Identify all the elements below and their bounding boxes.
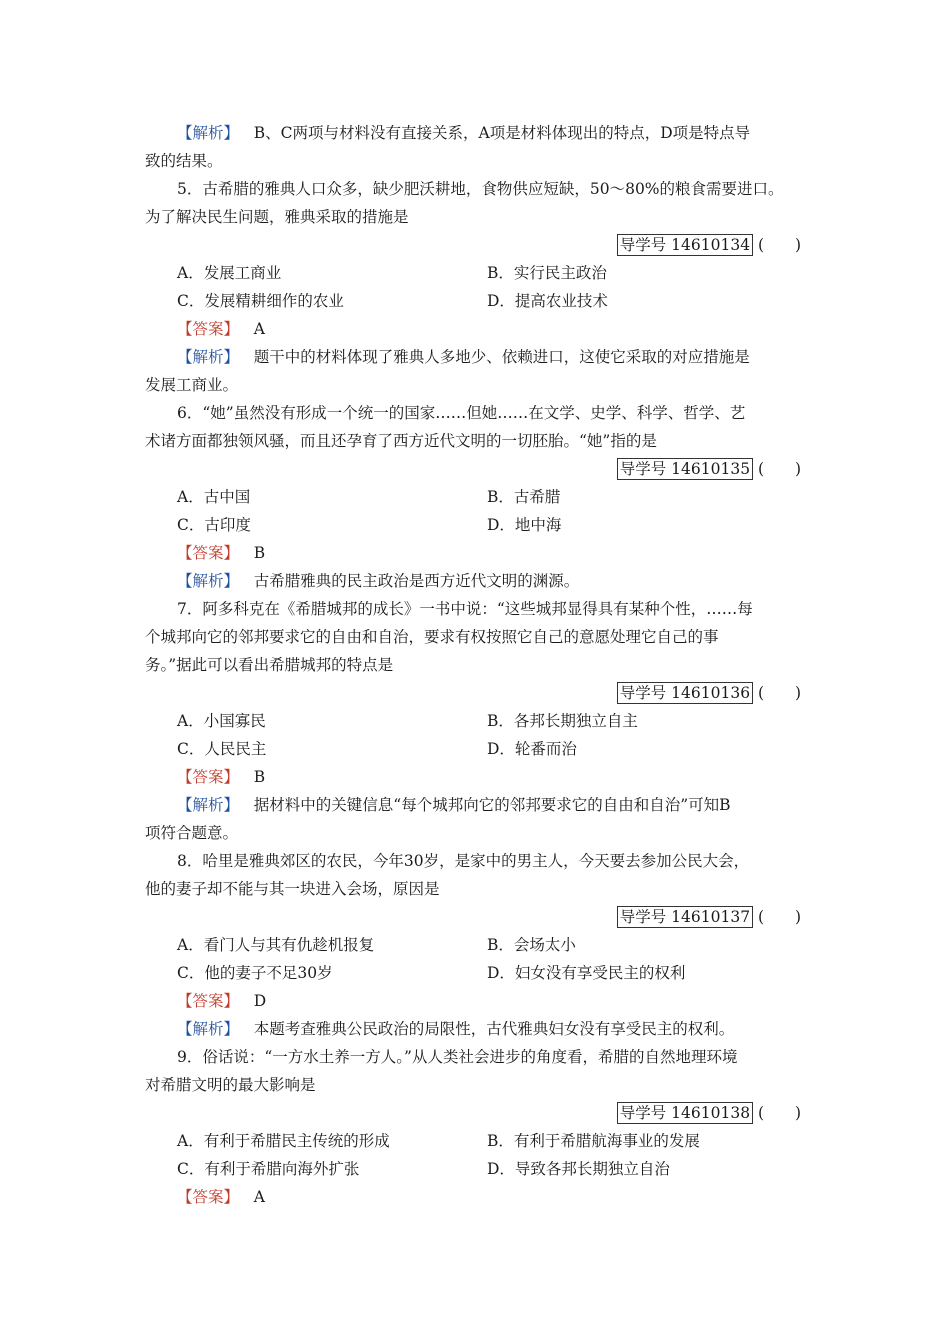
guide-number-box: 导学号 14610137 [617, 906, 753, 928]
option-a: A．小国寡民 [177, 712, 266, 730]
options-row [145, 259, 810, 287]
question-5 [145, 175, 810, 399]
options-row [145, 287, 810, 315]
option-a: A．古中国 [177, 488, 251, 506]
analysis-tag: 【解析】 [177, 1020, 240, 1038]
options-row [145, 483, 810, 511]
analysis-tag: 【解析】 [177, 572, 240, 590]
answer-value: B [253, 544, 266, 562]
question-6 [145, 399, 810, 595]
analysis-line: 项符合题意。 [145, 824, 239, 842]
options-row [145, 707, 810, 735]
question-text: 6．“她”虽然没有形成一个统一的国家……但她……在文学、史学、科学、哲学、艺 [177, 404, 746, 422]
analysis-line [145, 119, 810, 147]
option-c: C．发展精耕细作的农业 [177, 292, 344, 310]
analysis-text: 本题考查雅典公民政治的局限性，古代雅典妇女没有享受民主的权利。 [253, 1020, 735, 1038]
option-b: B．各邦长期独立自主 [487, 712, 638, 730]
analysis-tag: 【解析】 [177, 348, 240, 366]
option-a: A．看门人与其有仇趁机报复 [177, 936, 375, 954]
answer-value: D [253, 992, 267, 1010]
option-a: A．发展工商业 [177, 264, 282, 282]
analysis-line: 发展工商业。 [145, 376, 239, 394]
options-row [145, 931, 810, 959]
question-text: 为了解决民生问题，雅典采取的措施是 [145, 208, 409, 226]
analysis-tag: 【解析】 [177, 124, 240, 142]
options-row [145, 1155, 810, 1183]
analysis-text: 据材料中的关键信息“每个城邦向它的邻邦要求它的自由和自治”可知B [253, 796, 731, 814]
answer-line [145, 1183, 810, 1211]
document-content [145, 119, 810, 1211]
guide-number-box: 导学号 14610136 [617, 682, 753, 704]
option-c: C．古印度 [177, 516, 251, 534]
guide-number-box: 导学号 14610138 [617, 1102, 753, 1124]
answer-tag: 【答案】 [177, 1188, 240, 1206]
analysis-tag: 【解析】 [177, 796, 240, 814]
answer-blank: ( ) [758, 684, 802, 702]
option-d: D．妇女没有享受民主的权利 [487, 964, 686, 982]
guide-number-row [145, 231, 810, 259]
answer-value: B [253, 768, 266, 786]
question-text: 术诸方面都独领风骚，而且还孕育了西方近代文明的一切胚胎。“她”指的是 [145, 432, 657, 450]
answer-line [145, 987, 810, 1015]
question-8 [145, 847, 810, 1043]
answer-blank: ( ) [758, 236, 802, 254]
option-d: D．地中海 [487, 516, 562, 534]
answer-tag: 【答案】 [177, 992, 240, 1010]
options-row [145, 959, 810, 987]
option-b: B．实行民主政治 [487, 264, 607, 282]
option-c: C．有利于希腊向海外扩张 [177, 1160, 360, 1178]
analysis-line: 致的结果。 [145, 152, 223, 170]
option-c: C．他的妻子不足30岁 [177, 964, 333, 982]
question-text: 7．阿多科克在《希腊城邦的成长》一书中说：“这些城邦显得具有某种个性，……每 [177, 600, 753, 618]
option-b: B．会场太小 [487, 936, 576, 954]
option-d: D．导致各邦长期独立自治 [487, 1160, 670, 1178]
guide-number-row [145, 903, 810, 931]
option-c: C．人民民主 [177, 740, 267, 758]
answer-line [145, 539, 810, 567]
analysis-line [145, 1015, 810, 1043]
analysis-text: B、C两项与材料没有直接关系，A项是材料体现出的特点，D项是特点导 [253, 124, 751, 142]
answer-tag: 【答案】 [177, 768, 240, 786]
question-text: 5．古希腊的雅典人口众多，缺少肥沃耕地，食物供应短缺，50～80%的粮食需要进口。 [177, 180, 784, 198]
options-row [145, 511, 810, 539]
answer-blank: ( ) [758, 1104, 802, 1122]
guide-number-box: 导学号 14610135 [617, 458, 753, 480]
options-row [145, 1127, 810, 1155]
option-b: B．有利于希腊航海事业的发展 [487, 1132, 700, 1150]
question-text: 务。”据此可以看出希腊城邦的特点是 [145, 656, 394, 674]
analysis-text: 古希腊雅典的民主政治是西方近代文明的渊源。 [253, 572, 580, 590]
question-9 [145, 1043, 810, 1211]
option-d: D．轮番而治 [487, 740, 577, 758]
answer-line [145, 763, 810, 791]
options-row [145, 735, 810, 763]
guide-number-row [145, 1099, 810, 1127]
question-text: 8．哈里是雅典郊区的农民，今年30岁，是家中的男主人，今天要去参加公民大会， [177, 852, 750, 870]
answer-blank: ( ) [758, 908, 802, 926]
question-text: 对希腊文明的最大影响是 [145, 1076, 316, 1094]
question-text: 个城邦向它的邻邦要求它的自由和自治，要求有权按照它自己的意愿处理它自己的事 [145, 628, 719, 646]
analysis-line [145, 567, 810, 595]
answer-tag: 【答案】 [177, 544, 240, 562]
guide-number-row [145, 455, 810, 483]
analysis-line [145, 343, 810, 371]
option-b: B．古希腊 [487, 488, 561, 506]
answer-value: A [253, 320, 265, 338]
question-text: 他的妻子却不能与其一块进入会场，原因是 [145, 880, 440, 898]
analysis-line [145, 791, 810, 819]
guide-number-box: 导学号 14610134 [617, 234, 753, 256]
answer-tag: 【答案】 [177, 320, 240, 338]
option-a: A．有利于希腊民主传统的形成 [177, 1132, 390, 1150]
question-7 [145, 595, 810, 847]
analysis-text: 题干中的材料体现了雅典人多地少、依赖进口，这使它采取的对应措施是 [253, 348, 750, 366]
guide-number-row [145, 679, 810, 707]
answer-value: A [253, 1188, 265, 1206]
option-d: D．提高农业技术 [487, 292, 608, 310]
answer-blank: ( ) [758, 460, 802, 478]
question-text: 9．俗话说：“一方水土养一方人。”从人类社会进步的角度看，希腊的自然地理环境 [177, 1048, 738, 1066]
answer-line [145, 315, 810, 343]
